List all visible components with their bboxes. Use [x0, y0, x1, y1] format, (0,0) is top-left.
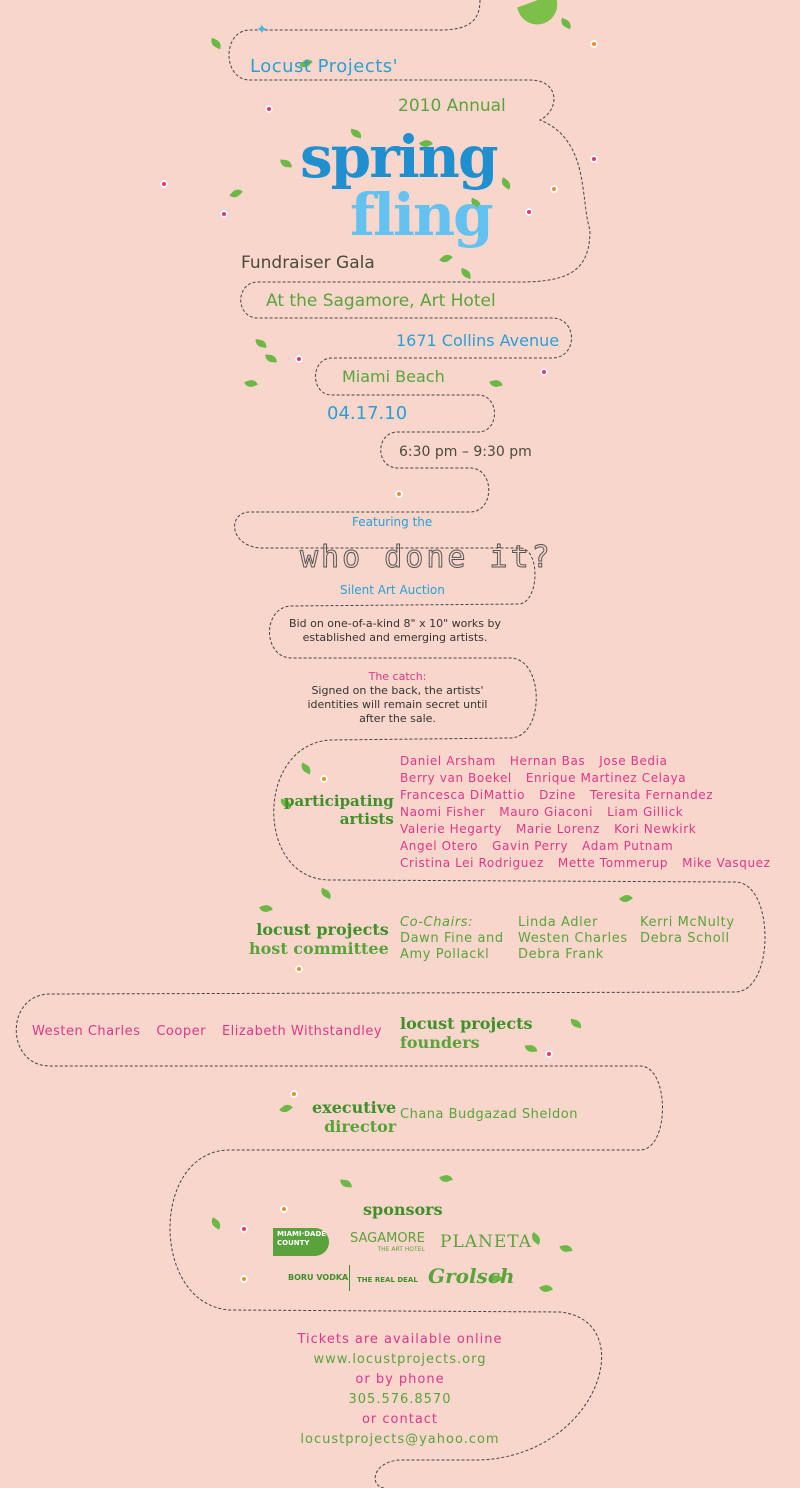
artist-name: Marie Lorenz: [515, 822, 601, 836]
real-deal-logo: THE REAL DEAL: [357, 1276, 418, 1284]
tickets-info: Tickets are available online www.locustprojects.org or by phone 305.576.8570 or contact locustprojects@yahoo.com: [250, 1330, 550, 1450]
flower-icon: [540, 368, 548, 376]
artist-name: Francesca DiMattio: [400, 788, 526, 802]
artist-row: [400, 788, 785, 805]
flower-icon: [395, 490, 403, 498]
flower-icon: [240, 1225, 248, 1233]
flower-icon: [590, 155, 598, 163]
featuring-label: Featuring the: [352, 515, 433, 529]
whodoneit-logo: who done it?: [300, 540, 553, 575]
artist-row: [400, 856, 785, 873]
flower-icon: [280, 1205, 288, 1213]
artist-name: Gavin Perry: [492, 839, 569, 853]
city: Miami Beach: [342, 367, 445, 386]
artist-name: Kori Newkirk: [614, 822, 697, 836]
planeta-logo: PLANETA: [440, 1232, 532, 1252]
artist-name: Berry van Boekel: [400, 771, 512, 785]
flower-icon: [265, 105, 273, 113]
tickets-email[interactable]: locustprojects@yahoo.com: [300, 1432, 500, 1447]
flower-icon: [550, 185, 558, 193]
sponsors-heading: sponsors: [363, 1200, 443, 1219]
artist-row: [400, 839, 785, 856]
grolsch-logo: Grolsch: [428, 1264, 515, 1288]
artist-row: [400, 754, 785, 771]
auction-name: Silent Art Auction: [340, 583, 445, 597]
flower-icon: [220, 210, 228, 218]
flower-icon: [295, 965, 303, 973]
title-spring: spring: [300, 123, 497, 191]
flower-icon: [160, 180, 168, 188]
flower-icon: [240, 1275, 248, 1283]
artist-name: Dzine: [539, 788, 576, 802]
address: 1671 Collins Avenue: [396, 331, 560, 350]
artist-name: Jose Bedia: [599, 754, 668, 768]
sagamore-logo: SAGAMORE THE ART HOTEL: [350, 1231, 425, 1253]
artist-name: Valerie Hegarty: [400, 822, 502, 836]
sponsor-divider: [349, 1265, 350, 1291]
director-name: Chana Budgazad Sheldon: [400, 1107, 578, 1122]
boru-vodka-logo: BORU VODKA: [288, 1273, 349, 1282]
artist-name: Mike Vasquez: [682, 856, 771, 870]
org-name: Locust Projects': [250, 56, 399, 77]
butterfly-icon: ✦: [256, 22, 268, 38]
subtitle: Fundraiser Gala: [241, 253, 375, 273]
tickets-phone[interactable]: 305.576.8570: [348, 1392, 452, 1407]
committee-heading: locust projects host committee: [249, 920, 389, 958]
founders-heading: locust projects founders: [400, 1014, 533, 1052]
artist-name: Naomi Fisher: [400, 805, 486, 819]
event-date: 04.17.10: [327, 403, 408, 424]
title-fling: fling: [350, 181, 492, 249]
artist-row: [400, 771, 785, 788]
director-heading: executive director: [312, 1098, 397, 1136]
flower-icon: [295, 355, 303, 363]
artist-name: Daniel Arsham: [400, 754, 496, 768]
venue: At the Sagamore, Art Hotel: [266, 291, 496, 311]
artist-name: Cristina Lei Rodriguez: [400, 856, 544, 870]
artist-name: Teresita Fernandez: [589, 788, 714, 802]
artist-name: Hernan Bas: [509, 754, 586, 768]
artist-name: Adam Putnam: [582, 839, 674, 853]
auction-description: Bid on one-of-a-kind 8" x 10" works by established and emerging artists.: [289, 617, 501, 644]
artist-row: [400, 822, 785, 839]
artist-name: Mauro Giaconi: [499, 805, 594, 819]
flower-icon: [545, 1050, 553, 1058]
flower-icon: [590, 40, 598, 48]
event-time: 6:30 pm – 9:30 pm: [399, 444, 532, 460]
flower-icon: [290, 1090, 298, 1098]
co-chairs: Co-Chairs: Dawn Fine and Amy Pollackl: [400, 915, 504, 962]
tickets-url[interactable]: www.locustprojects.org: [313, 1352, 487, 1367]
committee-col-3: Kerri McNulty Debra Scholl: [640, 915, 735, 946]
artists-heading: participating artists: [284, 792, 394, 828]
committee-col-2: Linda Adler Westen Charles Debra Frank: [518, 915, 628, 962]
artist-row: [400, 805, 785, 822]
auction-catch: The catch: Signed on the back, the artists' identities will remain secret until after the sale.: [307, 670, 488, 725]
artist-name: Liam Gillick: [607, 805, 684, 819]
flower-icon: [320, 775, 328, 783]
artist-name: Angel Otero: [400, 839, 479, 853]
miami-dade-logo: MIAMI·DADE COUNTY: [273, 1228, 329, 1256]
founders-names: Westen Charles Cooper Elizabeth Withstandley: [32, 1024, 383, 1039]
artist-name: Mette Tommerup: [557, 856, 669, 870]
artists-list: [400, 754, 785, 873]
year-line: 2010 Annual: [398, 96, 506, 116]
flower-icon: [525, 208, 533, 216]
artist-name: Enrique Martinez Celaya: [525, 771, 687, 785]
